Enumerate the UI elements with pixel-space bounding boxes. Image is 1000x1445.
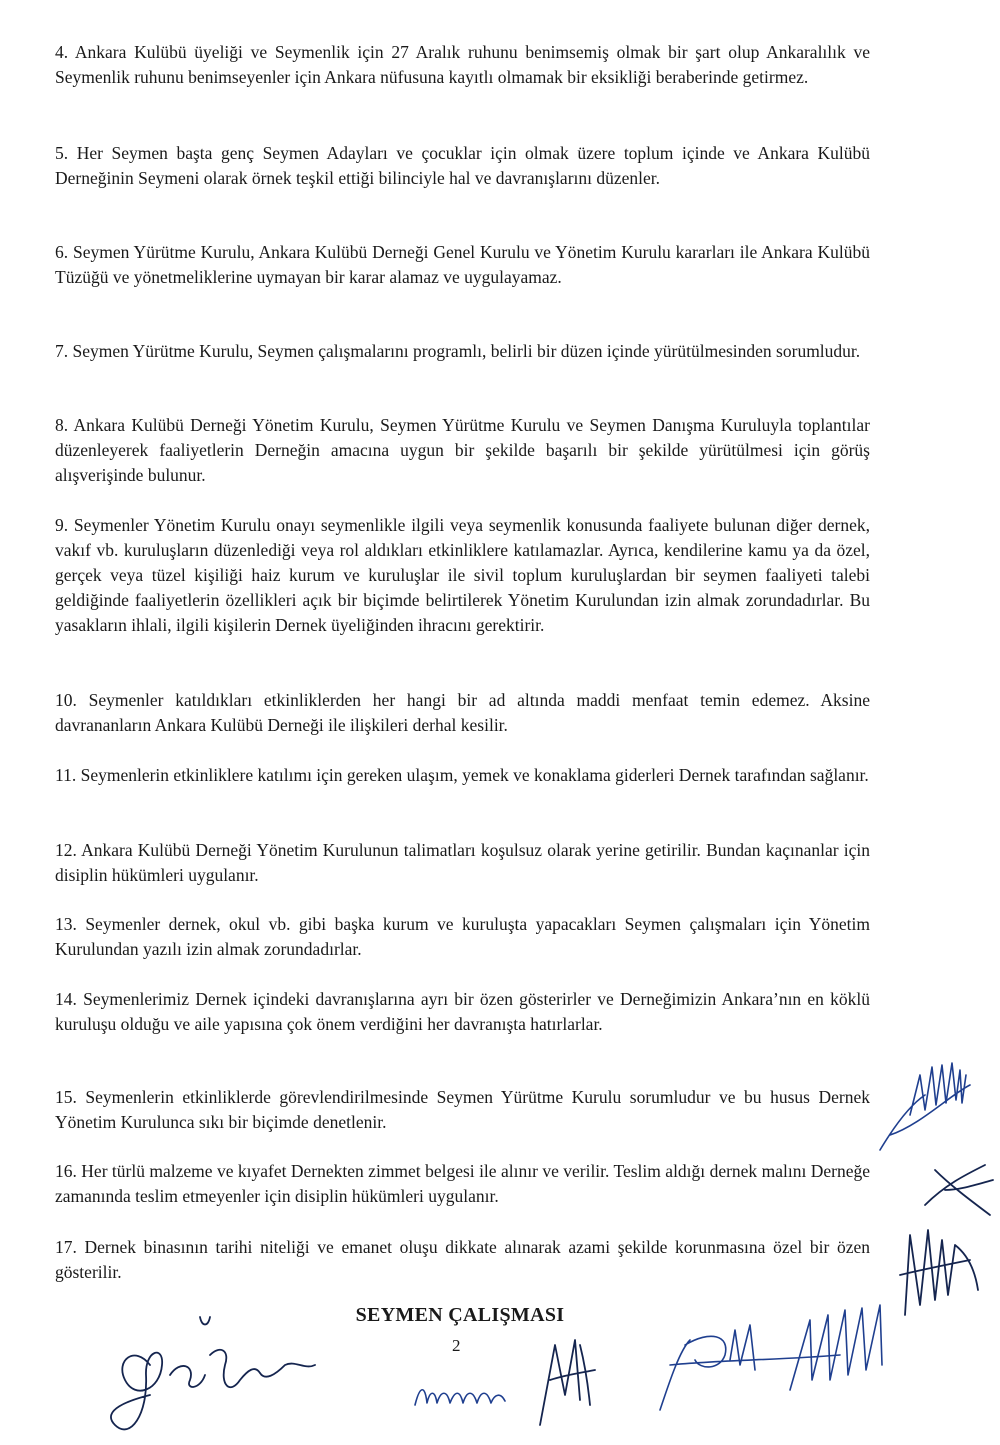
section-title: SEYMEN ÇALIŞMASI xyxy=(355,1304,565,1326)
signature-bottom-center-1 xyxy=(405,1365,515,1415)
signature-right-1 xyxy=(870,1055,980,1155)
paragraph-16: 16. Her türlü malzeme ve kıyafet Dernekten zimmet belgesi ile alınır ve verilir. Teslim aldığı dernek malını Derneğe zamanında teslim etmeyenler için disiplin hükümleri uygulanır. xyxy=(55,1161,870,1206)
paragraph-6: 6. Seymen Yürütme Kurulu, Ankara Kulübü Derneği Genel Kurulu ve Yönetim Kurulu kararları ile Ankara Kulübü Tüzüğü ve yönetmeliklerine uymayan bir karar alamaz ve uygulayamaz. xyxy=(55,242,870,287)
paragraph-8: 8. Ankara Kulübü Derneği Yönetim Kurulu, Seymen Yürütme Kurulu ve Seymen Danışma Kuruluyla toplantılar düzenleyerek faaliyetlerin Derneğin amacına uygun bir şekilde başarılı bir şekilde yürütülmesi için görüş alışverişinde bulunur. xyxy=(55,415,870,485)
signature-bottom-left xyxy=(90,1305,340,1445)
paragraph-9: 9. Seymenler Yönetim Kurulu onayı seymenlikle ilgili veya seymenlik konusunda faaliyete bulunan diğer dernek, vakıf vb. kuruluşların düzenlediği veya rol aldıkları etkinliklere katılamazlar. Ayrıca, kendilerine kamu ya da özel, gerçek veya tüzel kişiliği haiz kurum ve kuruluşlar ile sivil toplum kuruluşlardan bir seymen faaliyeti talebi geldiğinde faaliyetlerin özellikleri açık bir biçimde belirtilerek Yönetim Kurulundan izin almak zorundadırlar. Bu yasakların ihlali, ilgili kişilerin Dernek üyeliğinden ihracını gerektirir. xyxy=(55,515,870,635)
page-number: 2 xyxy=(452,1336,461,1355)
paragraph-4: 4. Ankara Kulübü üyeliği ve Seymenlik için 27 Aralık ruhunu benimsemiş olmak bir şart olup Ankaralılık ve Seymenlik ruhunu benimseyenler için Ankara nüfusuna kayıtlı olmamak bir eksikliği beraberinde getirmez. xyxy=(55,42,870,87)
paragraph-12: 12. Ankara Kulübü Derneği Yönetim Kurulunun talimatları koşulsuz olarak yerine getirilir. Bundan kaçınanlar için disiplin hükümleri uygulanır. xyxy=(55,840,870,885)
paragraph-5: 5. Her Seymen başta genç Seymen Adayları ve çocuklar için olmak üzere toplum içinde ve Ankara Kulübü Derneğinin Seymeni olarak örnek teşkil ettiği bilinciyle hal ve davranışlarını düzenler. xyxy=(55,143,870,188)
paragraph-13: 13. Seymenler dernek, okul vb. gibi başka kurum ve kuruluşta yapacakları Seymen çalışmaları için Yönetim Kurulundan yazılı izin almak zorundadırlar. xyxy=(55,914,870,959)
signature-bottom-right xyxy=(640,1290,910,1420)
signature-bottom-center-2 xyxy=(530,1325,600,1435)
paragraph-11: 11. Seymenlerin etkinliklere katılımı için gereken ulaşım, yemek ve konaklama giderleri Dernek tarafından sağlanır. xyxy=(55,765,869,785)
paragraph-17: 17. Dernek binasının tarihi niteliği ve emanet oluşu dikkate alınarak azami şekilde korunmasına özel bir özen gösterilir. xyxy=(55,1237,870,1282)
paragraph-15: 15. Seymenlerin etkinliklerde görevlendirilmesinde Seymen Yürütme Kurulu sorumludur ve bu husus Dernek Yönetim Kurulunca sıkı bir biçimde denetlenir. xyxy=(55,1087,870,1132)
paragraph-7: 7. Seymen Yürütme Kurulu, Seymen çalışmalarını programlı, belirli bir düzen içinde yürütülmesinden sorumludur. xyxy=(55,341,861,361)
paragraph-14: 14. Seymenlerimiz Dernek içindeki davranışlarına ayrı bir özen gösterirler ve Derneğimizin Ankara’nın en köklü kuruluşu olduğu ve aile yapısına çok önem verdiğini her davranışta hatırlarlar. xyxy=(55,989,870,1034)
paragraph-10: 10. Seymenler katıldıkları etkinliklerden her hangi bir ad altında maddi menfaat temin edemez. Aksine davrananların Ankara Kulübü Derneği ile ilişkileri derhal kesilir. xyxy=(55,690,870,735)
